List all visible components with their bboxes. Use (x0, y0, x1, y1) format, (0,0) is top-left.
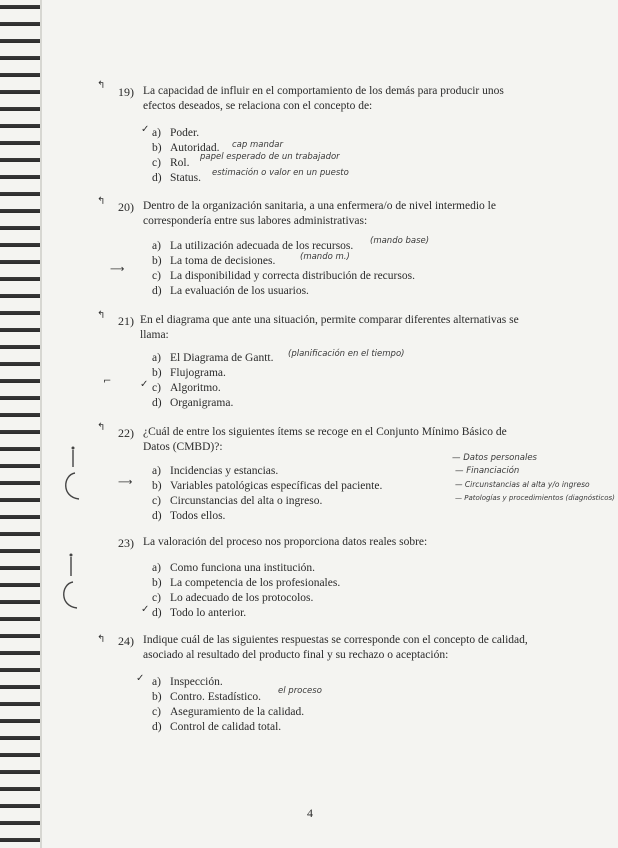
handwritten-note: — Financiación (455, 466, 520, 476)
page-number: 4 (307, 806, 313, 820)
checkmark-icon: ✓ (136, 673, 145, 684)
checkmark-icon: ✓ (140, 379, 149, 390)
question-21-number: 21) (118, 314, 134, 328)
question-24-number: 24) (118, 634, 134, 648)
question-20-option-b: b) La toma de decisiones. (152, 255, 276, 267)
handwritten-note: el proceso (278, 686, 322, 696)
pencil-mark: ↰ (97, 422, 106, 433)
question-20-option-a: a) La utilización adecuada de los recursos. (152, 240, 354, 252)
handwritten-note: papel esperado de un trabajador (200, 152, 340, 162)
question-20-number: 20) (118, 200, 134, 214)
question-19-option-b: b) Autoridad. (152, 142, 220, 154)
handwritten-note: (mando m.) (300, 252, 350, 262)
question-22-option-b: b) Variables patológicas específicas del paciente. (152, 480, 383, 492)
pencil-mark: ⌐ (103, 376, 112, 387)
binding-edge (40, 0, 42, 848)
question-19-number: 19) (118, 85, 134, 99)
handwritten-note: — Circunstancias al alta y/o ingreso (455, 480, 590, 489)
pencil-doodle (55, 445, 85, 505)
checkmark-icon: ✓ (141, 124, 150, 135)
question-20-option-d: d) La evaluación de los usuarios. (152, 285, 309, 297)
question-24-option-c: c) Aseguramiento de la calidad. (152, 706, 305, 718)
question-19-option-c: c) Rol. (152, 157, 190, 169)
question-23-option-b: b) La competencia de los profesionales. (152, 577, 341, 589)
handwritten-note: (planificación en el tiempo) (288, 349, 405, 359)
question-24-option-b: b) Contro. Estadístico. (152, 691, 262, 703)
handwritten-note: estimación o valor en un puesto (212, 168, 349, 178)
question-24-option-a: a) Inspección. (152, 676, 223, 688)
question-24-option-d: d) Control de calidad total. (152, 721, 282, 733)
pencil-mark: ↰ (97, 310, 106, 321)
spiral-binding (0, 0, 40, 848)
question-19-option-a: a) Poder. (152, 127, 200, 139)
question-22-option-c: c) Circunstancias del alta o ingreso. (152, 495, 323, 507)
handwritten-note: (mando base) (370, 236, 430, 246)
handwritten-note: — Datos personales (452, 453, 537, 463)
question-19-text: La capacidad de influir en el comportamiento de los demás para producir unos efectos deseados, se relaciona con el concepto de: (143, 85, 504, 112)
question-23-number: 23) (118, 536, 134, 550)
question-22-number: 22) (118, 426, 134, 440)
question-23-option-d: d) Todo lo anterior. (152, 607, 247, 619)
pencil-mark: ↰ (97, 80, 106, 91)
question-21-option-b: b) Flujograma. (152, 367, 226, 379)
pencil-doodle (55, 552, 85, 612)
question-19-option-d: d) Status. (152, 172, 201, 184)
pencil-mark: ↰ (97, 634, 106, 645)
question-22-option-a: a) Incidencias y estancias. (152, 465, 279, 477)
question-21-option-a: a) El Diagrama de Gantt. (152, 352, 274, 364)
pencil-mark: ↰ (97, 196, 106, 207)
question-21-text: En el diagrama que ante una situación, permite comparar diferentes alternativas se llama: (140, 314, 519, 341)
question-22-option-d: d) Todos ellos. (152, 510, 226, 522)
arrow-mark-icon: ⟶ (118, 477, 133, 488)
question-23-option-a: a) Como funciona una institución. (152, 562, 316, 574)
arrow-mark-icon: ⟶ (110, 264, 125, 275)
question-24-text: Indique cuál de las siguientes respuestas se corresponde con el concepto de calidad, asociado al resultado del producto final y su rechazo o aceptación: (143, 634, 528, 661)
handwritten-note: cap mandar (232, 140, 283, 150)
question-21-option-d: d) Organigrama. (152, 397, 234, 409)
question-20-text: Dentro de la organización sanitaria, a una enfermera/o de nivel intermedio le correspondería entre sus labores administrativas: (143, 200, 496, 227)
question-23-option-c: c) Lo adecuado de los protocolos. (152, 592, 314, 604)
checkmark-icon: ✓ (141, 604, 150, 615)
question-22-text: ¿Cuál de entre los siguientes ítems se recoge en el Conjunto Mínimo Básico de Datos (CMBD)?: (143, 426, 507, 453)
question-23-text: La valoración del proceso nos proporciona datos reales sobre: (143, 536, 428, 548)
question-20-option-c: c) La disponibilidad y correcta distribución de recursos. (152, 270, 415, 282)
handwritten-note: — Patologías y procedimientos (diagnósticos) (455, 494, 615, 502)
question-21-option-c: c) Algoritmo. (152, 382, 221, 394)
